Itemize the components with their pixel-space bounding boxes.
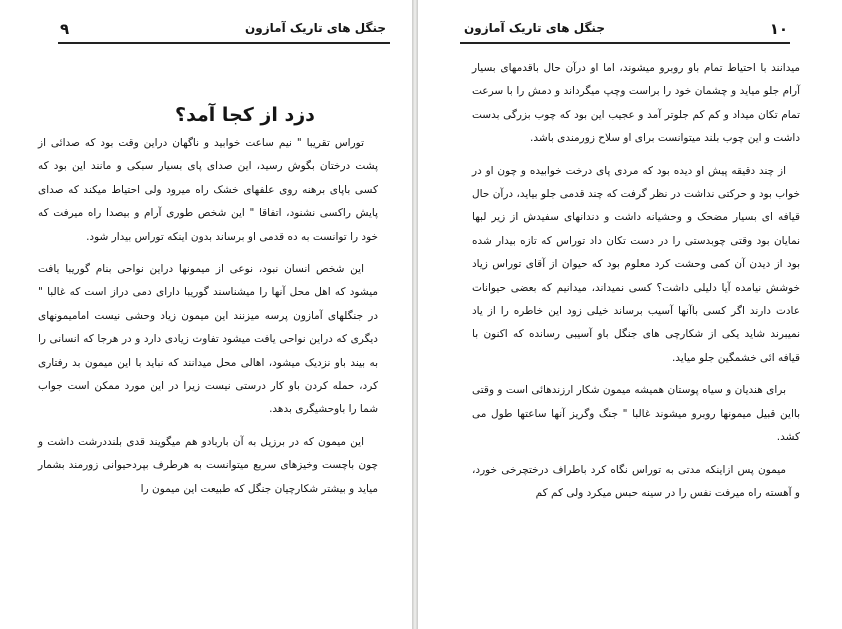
right-running-title: جنگل های تاریک آمازون <box>464 21 605 35</box>
paragraph: میدانند با احتیاط تمام باو روبرو میشوند، اما او درآن حال باقدمهای بسیار آرام جلو میاید و چشمان خود را براست وچپ میگرداند و دمش را با سرعت تمام تکان میداد و کم کم جلوتر آمد و عجیب این بود که چوب بزرگی بدست داشت و این چوب بلند میتوانست برای او سلاح زورمندی باشد. <box>472 62 800 145</box>
left-body-text <box>38 132 378 510</box>
chapter-title: دزد از کجا آمد؟ <box>175 104 315 126</box>
paragraph: توراس تقریبا " نیم ساعت خوابید و ناگهان دراین وقت بود که صدائی از پشت درختان بگوش رسید، این صدای پای بسیار سبکی و مانند این بود که کسی باپای برهنه روی علفهای خشک راه میرود ولی احتیاط میکند که صدای پایش راکسی نشنود، اتفاقا " این شخص طوری آرام و بیصدا راه میرفت که خود را توانست به ده قدمی او برساند بدون اینکه توراس بیدار شود. <box>38 137 378 243</box>
paragraph: این شخص انسان نبود، نوعی از میمونها دراین نواحی بنام گوریبا یافت میشود که اهل محل آنها را میشناسند گوریبا دارای دمی دراز است که غالبا " در جنگلهای آمازون پرسه میزنند این میمون زیاد وحشی نیست امامیمونهای دیگری که دراین نواحی یافت میشود تفاوت زیادی دارد و در هرجا که انسانی را به بیند باو نزدیک میشود، اهالی محل میدانند که نباید با این میمون بد رفتاری کرد، حمله کردن باو کار درستی نیست زیرا در این مورد ممکن است جواب شما را باوحشیگری بدهد. <box>38 263 378 416</box>
paragraph: برای هندیان و سیاه پوستان همیشه میمون شکار ارزندهائی است و وقتی بااین قبیل میمونها روبرو میشوند غالبا " جنگ وگریز آنها ساعتها طول می کشد. <box>472 384 800 444</box>
right-page-number: ۱۰ <box>769 20 788 38</box>
paragraph: از چند دقیقه پیش او دیده بود که مردی پای درخت خوابیده و چون او در خواب بود و حرکتی نداشت در نظر گرفت که چند قدمی جلو بیاید، درآن حال قیافه ای بسیار مضحک و وحشیانه داشت و دندانهای سفیدش از زیر لبها نمایان بود وقتی چوبدستی را در دست تکان داد توراس که تازه بیدار شده بود از دیدن آن کمی وحشت کرد معلوم بود که حیوان از آقای توراس زیاد خوشش نیامده آیا دلیلی داشت؟ کسی نمیداند، میدانیم که بعضی حیوانات عادت دارند اگر کسی باآنها آسیب برساند خیلی زود این خاطره را از یاد نمیبرند شاید یکی از شکارچی های جنگل باو آسیبی رسانده که اکنون با قیافه ائی خشمگین جلو میاید. <box>472 164 800 364</box>
paragraph: این میمون که در برزیل به آن باربادو هم میگویند قدی بلنددرشت داشت و چون باچست وخیزهای سریع میتوانست به هرطرف بپردحیوانی زورمند بشمار میاید و بیشتر شکارچیان جنگل که طبیعت این میمون را <box>38 435 378 495</box>
left-page-header <box>58 20 390 44</box>
paragraph: میمون پس ازاینکه مدتی به توراس نگاه کرد باطراف درختچرخی خورد، و آهسته راه میرفت نفس را در سینه حبس میکرد ولی کم کم <box>472 463 800 499</box>
right-page <box>418 0 842 629</box>
left-page <box>0 0 412 629</box>
right-page-header <box>460 20 790 44</box>
left-page-number: ۹ <box>60 20 70 38</box>
left-running-title: جنگل های تاریک آمازون <box>245 21 386 35</box>
right-body-text <box>472 57 800 514</box>
